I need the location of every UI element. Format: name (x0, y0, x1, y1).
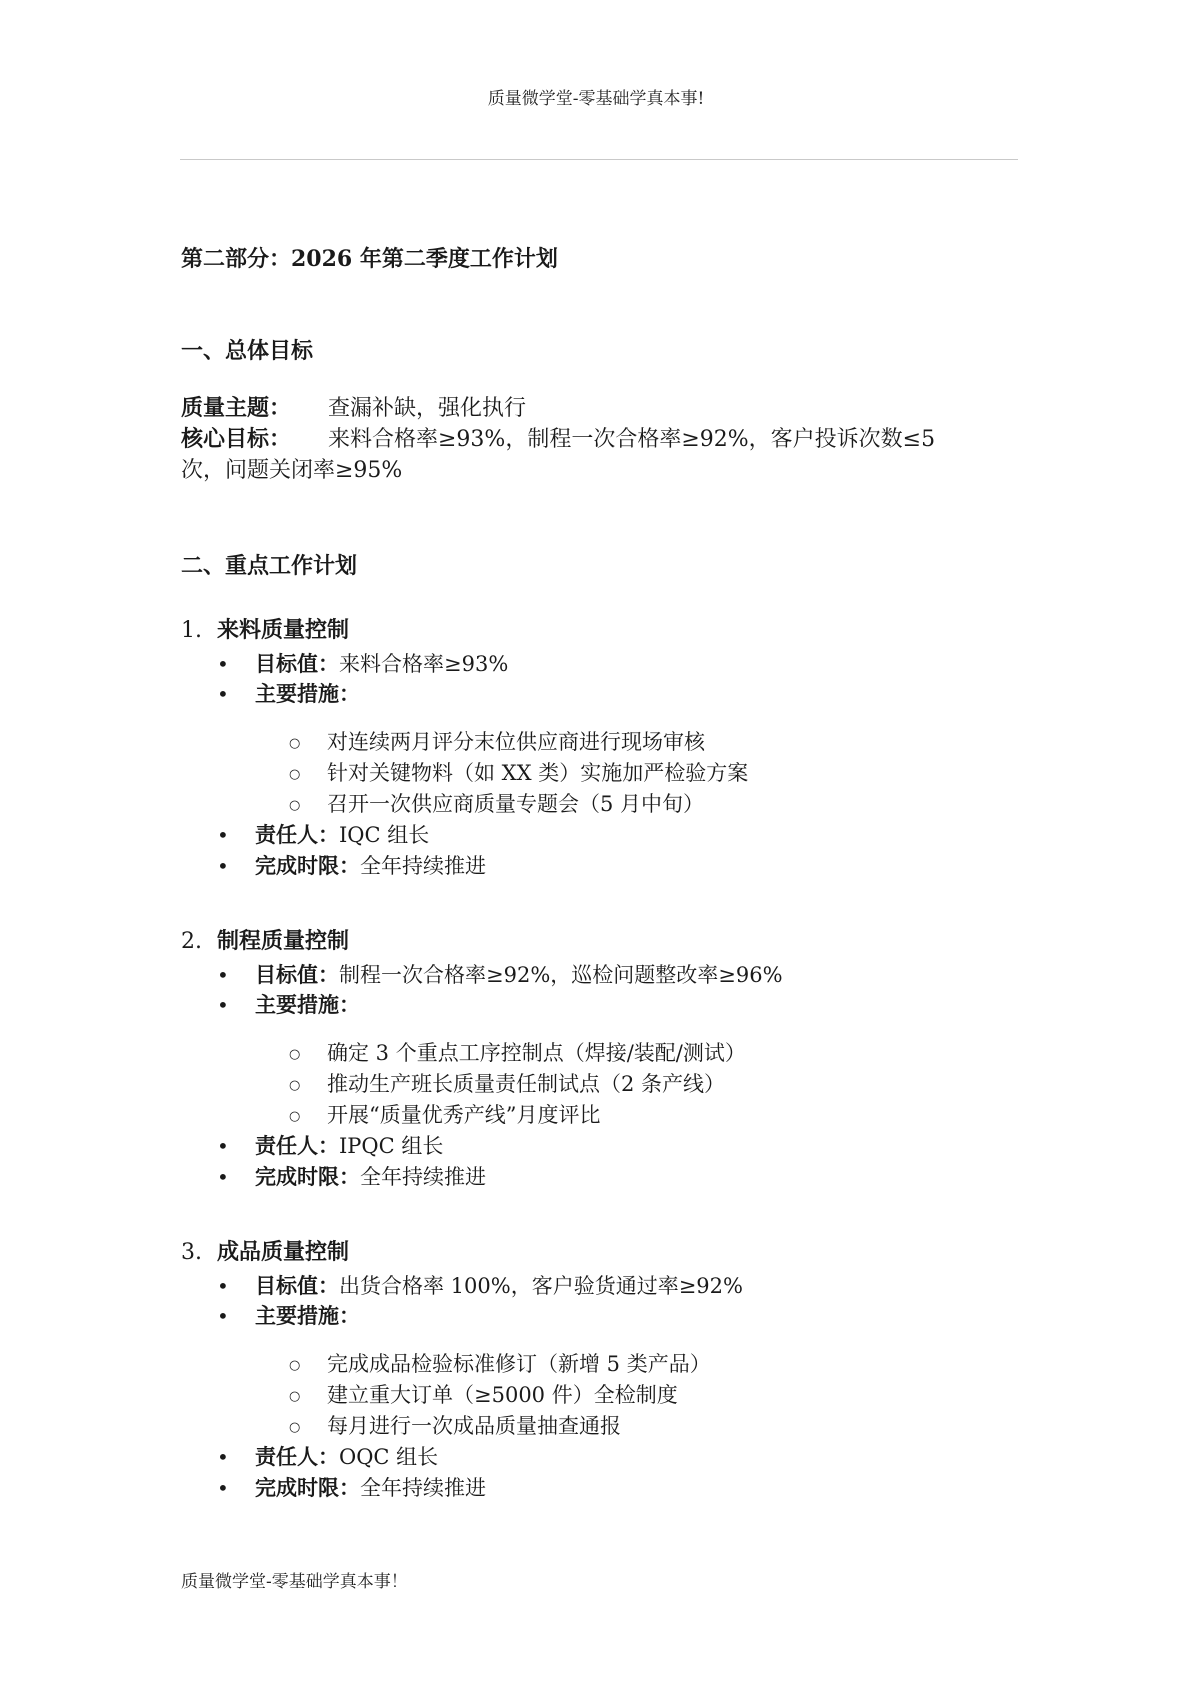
header-divider (180, 159, 1018, 160)
measures-label: 主要措施： (255, 992, 360, 1017)
page-header: 质量微学堂-零基础学真本事! (487, 89, 705, 109)
plan-item-title (181, 613, 349, 644)
measure-item (289, 1380, 678, 1410)
core-goal-label: 核心目标： (181, 426, 292, 452)
deadline-value: 全年持续推进 (360, 1165, 486, 1189)
measure-text: 推动生产班长质量责任制试点（2 条产线） (327, 1072, 726, 1096)
owner-row (217, 1442, 438, 1472)
deadline-label: 完成时限： (255, 1475, 360, 1500)
measure-item (289, 727, 705, 757)
core-goal-line-continued (181, 453, 402, 484)
bullet-icon: • (217, 1274, 229, 1298)
bullet-icon: • (217, 1304, 229, 1328)
owner-row (217, 820, 429, 850)
bullet-icon: • (217, 963, 229, 987)
bullet-icon: • (217, 823, 229, 847)
target-value: 出货合格率 100%，客户验货通过率≥92% (339, 1274, 743, 1298)
owner-value: IQC 组长 (339, 823, 430, 847)
bullet-icon: • (217, 854, 229, 878)
measures-row (217, 1301, 360, 1331)
plan-item-title (181, 924, 349, 955)
plan-item-number: 3. (181, 1240, 202, 1265)
bullet-icon: • (217, 1476, 229, 1500)
measure-item (289, 1038, 746, 1068)
section-title-overall-goals: 一、总体目标 (181, 338, 314, 364)
circle-bullet-icon: ○ (289, 797, 301, 813)
measures-row (217, 679, 360, 709)
circle-bullet-icon: ○ (289, 1046, 301, 1062)
target-label: 目标值： (255, 962, 339, 987)
measure-item (289, 1349, 711, 1379)
measure-item (289, 1069, 725, 1099)
owner-label: 责任人： (255, 1133, 339, 1158)
owner-label: 责任人： (255, 1444, 339, 1469)
plan-item-title (181, 1235, 349, 1266)
deadline-label: 完成时限： (255, 1164, 360, 1189)
measure-text: 召开一次供应商质量专题会（5 月中旬） (327, 792, 705, 816)
bullet-icon: • (217, 1134, 229, 1158)
bullet-icon: • (217, 993, 229, 1017)
measure-text: 对连续两月评分末位供应商进行现场审核 (327, 730, 705, 754)
circle-bullet-icon: ○ (289, 1357, 301, 1373)
target-row (217, 960, 783, 990)
page-footer: 质量微学堂-零基础学真本事！ (181, 1572, 408, 1592)
owner-value: IPQC 组长 (339, 1134, 444, 1158)
deadline-value: 全年持续推进 (360, 1476, 486, 1500)
measure-text: 建立重大订单（≥5000 件）全检制度 (327, 1383, 678, 1407)
measure-text: 完成成品检验标准修订（新增 5 类产品） (327, 1352, 711, 1376)
plan-item-number: 1. (181, 618, 202, 643)
circle-bullet-icon: ○ (289, 1077, 301, 1093)
part-title: 第二部分：2026 年第二季度工作计划 (181, 246, 558, 272)
quality-theme-line (181, 391, 526, 422)
measure-text: 开展“质量优秀产线”月度评比 (327, 1103, 601, 1127)
deadline-label: 完成时限： (255, 853, 360, 878)
owner-value: OQC 组长 (339, 1445, 439, 1469)
bullet-icon: • (217, 1165, 229, 1189)
quality-theme-label: 质量主题： (181, 395, 292, 421)
core-goal-line (181, 422, 935, 453)
bullet-icon: • (217, 652, 229, 676)
target-value: 来料合格率≥93% (339, 652, 509, 676)
owner-row (217, 1131, 443, 1161)
quality-theme-value: 查漏补缺，强化执行 (328, 396, 527, 421)
measure-text: 针对关键物料（如 XX 类）实施加严检验方案 (327, 761, 749, 785)
deadline-row (217, 1162, 486, 1192)
bullet-icon: • (217, 682, 229, 706)
measure-item (289, 1411, 621, 1441)
circle-bullet-icon: ○ (289, 1419, 301, 1435)
plan-item-title-text: 成品质量控制 (217, 1239, 350, 1265)
target-label: 目标值： (255, 651, 339, 676)
measure-item (289, 1100, 600, 1130)
plan-item-number: 2. (181, 929, 202, 954)
section-title-key-work-plan: 二、重点工作计划 (181, 553, 358, 579)
measures-row (217, 990, 360, 1020)
target-row (217, 1271, 743, 1301)
deadline-row (217, 1473, 486, 1503)
measure-text: 确定 3 个重点工序控制点（焊接/装配/测试） (327, 1041, 746, 1065)
deadline-value: 全年持续推进 (360, 854, 486, 878)
target-value: 制程一次合格率≥92%，巡检问题整改率≥96% (339, 963, 783, 987)
bullet-icon: • (217, 1445, 229, 1469)
core-goal-value-line1: 来料合格率≥93%，制程一次合格率≥92%，客户投诉次数≤5 (328, 427, 936, 452)
core-goal-value-line2: 次，问题关闭率≥95% (181, 458, 403, 483)
measures-label: 主要措施： (255, 1303, 360, 1328)
target-label: 目标值： (255, 1273, 339, 1298)
plan-item-title-text: 制程质量控制 (217, 928, 350, 954)
circle-bullet-icon: ○ (289, 766, 301, 782)
circle-bullet-icon: ○ (289, 1388, 301, 1404)
owner-label: 责任人： (255, 822, 339, 847)
deadline-row (217, 851, 486, 881)
circle-bullet-icon: ○ (289, 1108, 301, 1124)
measure-text: 每月进行一次成品质量抽查通报 (327, 1414, 621, 1438)
circle-bullet-icon: ○ (289, 735, 301, 751)
measure-item (289, 789, 704, 819)
measures-label: 主要措施： (255, 681, 360, 706)
measure-item (289, 758, 748, 788)
plan-item-title-text: 来料质量控制 (217, 617, 350, 643)
target-row (217, 649, 508, 679)
